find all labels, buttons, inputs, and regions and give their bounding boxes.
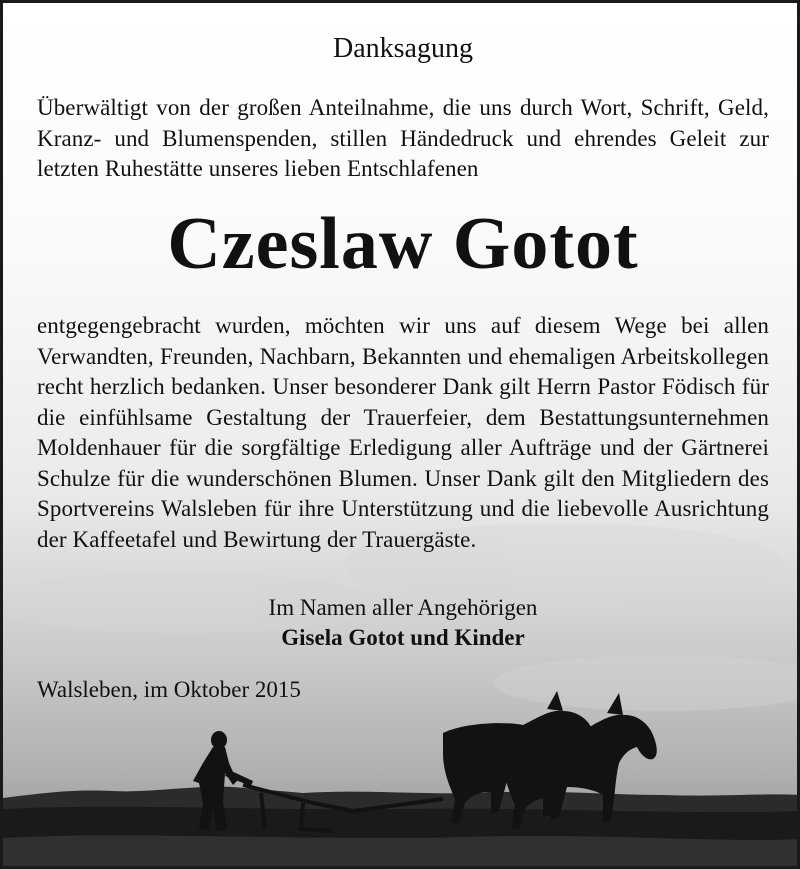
- place-and-date: Walsleben, im Oktober 2015: [37, 677, 301, 702]
- body-paragraph: entgegengebracht wurden, möchten wir uns auf diesem Wege bei allen Verwandten, Freunden, Nachbarn, Bekannten und ehemaligen Arbeitskollegen recht herzlich bedanken. Unser besonderer Dank gilt Herrn Pastor Födisch für die einfühlsame Gestaltung der Trauerfeier, dem Bestattungsunternehmen Moldenhauer für die sorgfältige Erledigung aller Aufträge und der Gärtnerei Schulze für die wunderschönen Blumen. Unser Dank gilt den Mitgliedern des Sportvereins Walsleben für ihre Unterstützung und die liebevolle Ausrichtung der Kaffeetafel und Bewirtung der Trauergäste.: [37, 313, 769, 552]
- intro-paragraph: Überwältigt von der großen Anteilnahme, die uns durch Wort, Schrift, Geld, Kranz- und Blumenspenden, stillen Händedruck und ehrendes Geleit zur letzten Ruhestätte unseres lieben Entschlafenen: [37, 95, 769, 181]
- notice-heading: Danksagung: [333, 33, 473, 64]
- notice-content: [3, 3, 800, 869]
- signature-line: Im Namen aller Angehörigen: [268, 595, 538, 620]
- signature-names: Gisela Gotot und Kinder: [281, 625, 525, 650]
- deceased-name: Czeslaw Gotot: [167, 203, 639, 285]
